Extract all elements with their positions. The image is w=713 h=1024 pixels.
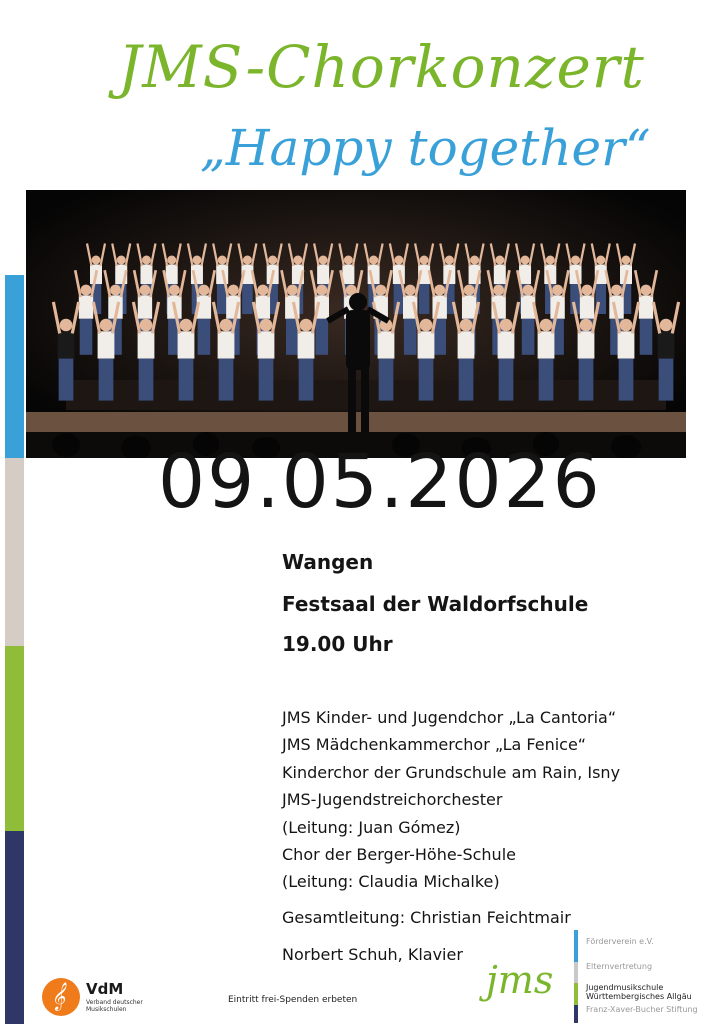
singer-legs <box>198 319 211 355</box>
choir-photo-illustration <box>26 190 686 458</box>
singer-head <box>81 285 92 296</box>
singer-head <box>319 256 328 265</box>
singer-head <box>394 256 403 265</box>
singer-head <box>582 285 593 296</box>
singer-legs <box>80 319 93 355</box>
organization-stripe <box>574 983 578 1005</box>
singer-head <box>198 285 209 296</box>
singer-head <box>405 285 416 296</box>
singer-head <box>180 319 193 332</box>
performer-item: (Leitung: Juan Gómez) <box>282 817 461 837</box>
singer-head <box>287 285 298 296</box>
singer-head <box>660 319 673 332</box>
singer-head <box>142 256 151 265</box>
singer-head <box>540 319 553 332</box>
singer-head <box>243 256 252 265</box>
singer-head <box>260 319 273 332</box>
organization-item: Elternvertretung <box>574 962 713 983</box>
singer-body <box>138 295 152 318</box>
singer-body <box>166 265 178 285</box>
piano-credit: Norbert Schuh, Klavier <box>282 945 463 964</box>
singer-body <box>256 295 270 318</box>
singer-head <box>523 285 534 296</box>
singer-head <box>420 256 429 265</box>
singer-head <box>641 285 652 296</box>
singer-body <box>494 265 506 285</box>
singer-legs <box>522 319 535 355</box>
singer-body <box>498 331 515 358</box>
organization-item: Franz-Xaver-Bucher Stiftung <box>574 1005 713 1023</box>
concert-date: 09.05.2026 <box>158 439 602 525</box>
vdm-logo-subtitle: Verband deutscher Musikschulen <box>86 999 143 1013</box>
performer-item: Kinderchor der Grundschule am Rain, Isny <box>282 762 621 782</box>
singer-head <box>470 256 479 265</box>
singer-head <box>445 256 454 265</box>
choir-photo <box>26 190 686 458</box>
singer-legs <box>99 359 114 401</box>
time-label: 19.00 Uhr <box>282 632 393 656</box>
singer-head <box>552 285 563 296</box>
singer-head <box>60 319 73 332</box>
singer-head <box>169 285 180 296</box>
singer-head <box>369 256 378 265</box>
singer-head <box>300 319 313 332</box>
organization-stripe <box>574 962 578 983</box>
organization-item: Jugendmusikschule Württembergisches Allgäu <box>574 983 713 1005</box>
organization-item: Förderverein e.V. <box>574 930 713 962</box>
singer-body <box>178 331 195 358</box>
singer-body <box>58 331 75 358</box>
concert-subtitle: „Happy together“ <box>200 119 651 177</box>
singer-head <box>140 319 153 332</box>
singer-body <box>342 265 354 285</box>
venue-label: Festsaal der Waldorfschule <box>282 592 589 616</box>
singer-head <box>596 256 605 265</box>
singer-legs <box>219 359 234 401</box>
singer-body <box>218 331 235 358</box>
singer-legs <box>379 359 394 401</box>
accent-bar-beige <box>5 458 24 646</box>
singer-head <box>521 256 530 265</box>
singer-legs <box>419 284 430 314</box>
overall-direction: Gesamtleitung: Christian Feichtmair <box>282 908 571 927</box>
vdm-logo <box>42 978 162 1018</box>
singer-head <box>100 319 113 332</box>
singer-head <box>460 319 473 332</box>
singer-head <box>92 256 101 265</box>
singer-body <box>138 331 155 358</box>
singer-head <box>293 256 302 265</box>
singer-body <box>317 265 329 285</box>
singer-head <box>434 285 445 296</box>
singer-legs <box>419 359 434 401</box>
singer-head <box>257 285 268 296</box>
singer-legs <box>499 359 514 401</box>
singer-body <box>258 331 275 358</box>
singer-head <box>110 285 121 296</box>
accent-bar-green <box>5 646 24 831</box>
performer-list <box>282 704 620 896</box>
singer-body <box>658 331 675 358</box>
singer-head <box>622 256 631 265</box>
city-label: Wangen <box>282 550 374 574</box>
singer-head <box>495 256 504 265</box>
singer-body <box>618 331 635 358</box>
vdm-mark-icon: 𝄞 <box>42 978 80 1016</box>
singer-head <box>192 256 201 265</box>
admission-note: Eintritt frei-Spenden erbeten <box>228 995 358 1005</box>
singer-body <box>538 331 555 358</box>
singer-head <box>500 319 513 332</box>
concert-title: JMS-Chorkonzert <box>118 33 645 101</box>
singer-legs <box>315 319 328 355</box>
singer-head <box>316 285 327 296</box>
singer-body <box>578 331 595 358</box>
singer-body <box>462 295 476 318</box>
singer-head <box>611 285 622 296</box>
jms-logo: jms <box>486 958 554 1002</box>
performer-item: JMS-Jugendstreichorchester <box>282 790 503 810</box>
singer-head <box>571 256 580 265</box>
singer-legs <box>640 319 653 355</box>
singer-body <box>639 295 653 318</box>
singer-body <box>298 331 315 358</box>
singer-head <box>344 256 353 265</box>
singer-legs <box>659 359 674 401</box>
singer-legs <box>59 359 74 401</box>
singer-body <box>98 331 115 358</box>
singer-head <box>167 256 176 265</box>
singer-legs <box>404 319 417 355</box>
singer-head <box>375 285 386 296</box>
singer-head <box>464 285 475 296</box>
accent-bar-blue <box>5 275 24 458</box>
singer-head <box>546 256 555 265</box>
organization-stripe <box>574 1005 578 1023</box>
singer-head <box>620 319 633 332</box>
performer-item: Chor der Berger-Höhe-Schule <box>282 845 516 865</box>
organization-stripe <box>574 930 578 962</box>
singer-legs <box>459 359 474 401</box>
singer-legs <box>619 359 634 401</box>
organization-list <box>574 930 713 1023</box>
singer-head <box>218 256 227 265</box>
singer-head <box>117 256 126 265</box>
singer-legs <box>242 284 253 314</box>
singer-body <box>378 331 395 358</box>
singer-head <box>220 319 233 332</box>
singer-body <box>418 331 435 358</box>
singer-head <box>228 285 239 296</box>
singer-legs <box>299 359 314 401</box>
singer-legs <box>139 359 154 401</box>
singer-head <box>580 319 593 332</box>
singer-body <box>140 265 152 285</box>
performer-item: (Leitung: Claudia Michalke) <box>282 872 500 892</box>
singer-legs <box>539 359 554 401</box>
singer-legs <box>579 359 594 401</box>
singer-body <box>580 295 594 318</box>
singer-body <box>458 331 475 358</box>
accent-bar-navy <box>5 831 24 1024</box>
performer-item: JMS Kinder- und Jugendchor „La Cantoria“ <box>282 708 617 727</box>
singer-body <box>79 295 93 318</box>
singer-head <box>140 285 151 296</box>
singer-head <box>268 256 277 265</box>
singer-head <box>420 319 433 332</box>
vdm-logo-name: VdM <box>86 980 124 998</box>
singer-legs <box>259 359 274 401</box>
singer-head <box>493 285 504 296</box>
performer-item: JMS Mädchenkammerchor „La Fenice“ <box>282 735 587 755</box>
singer-legs <box>179 359 194 401</box>
